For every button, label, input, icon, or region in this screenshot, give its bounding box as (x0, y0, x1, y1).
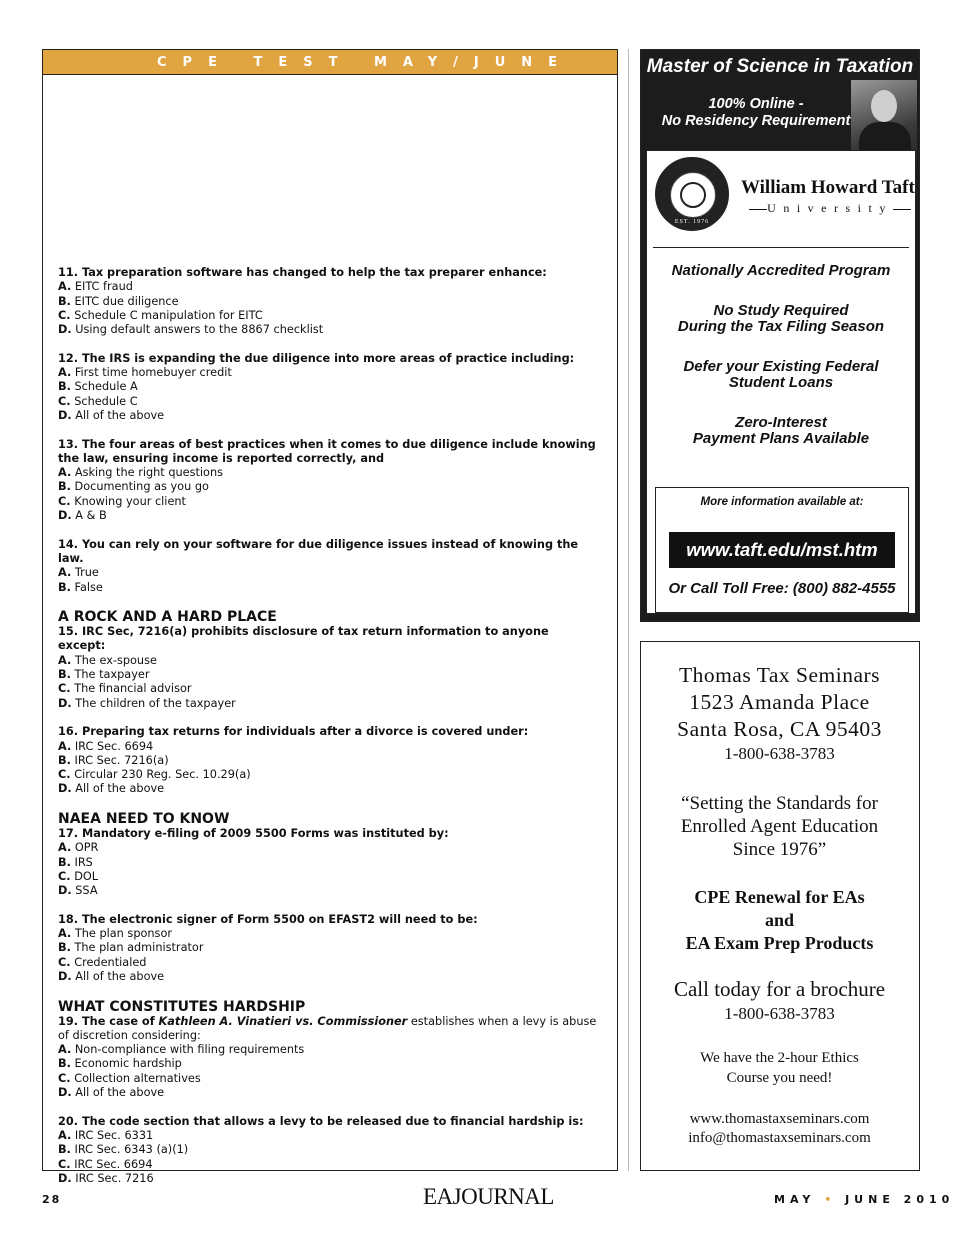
option-text: Economic hardship (74, 1057, 182, 1071)
test-header: CPE TEST MAY/JUNE (43, 50, 617, 75)
cpe-test-panel (42, 49, 618, 1185)
option-text: Collection alternatives (74, 1071, 201, 1085)
ethics-course-note: We have the 2-hour Ethics Course you need! (700, 1050, 859, 1086)
question-options (58, 1129, 598, 1186)
option-letter: C. (58, 394, 71, 408)
answer-option (58, 495, 598, 509)
answer-option (58, 480, 598, 494)
option-text: IRC Sec. 7216(a) (74, 753, 169, 767)
option-letter: C. (58, 955, 71, 969)
questions-list (58, 266, 598, 1200)
option-text: The children of the taxpayer (75, 696, 236, 710)
answer-option (58, 682, 598, 696)
question-number: 20. (58, 1114, 79, 1128)
divider-rule (653, 247, 909, 248)
option-text: IRC Sec. 6331 (74, 1128, 154, 1142)
university-word: University (741, 201, 919, 216)
ad-tagline (641, 96, 871, 130)
option-letter: B. (58, 480, 71, 494)
bullet-separator: • (824, 1193, 837, 1206)
question-number: 13. (58, 437, 79, 451)
option-text: All of the above (75, 782, 165, 796)
option-letter: B. (58, 1143, 71, 1157)
question-options (58, 740, 598, 797)
answer-option (58, 466, 598, 480)
toll-free-phone: Or Call Toll Free: (800) 882-4555 (668, 580, 896, 597)
option-letter: D. (58, 408, 72, 422)
section-heading-rock: A ROCK AND A HARD PLACE (58, 609, 277, 626)
question (58, 913, 598, 984)
question-text: You can rely on your software for due diligence issues instead of knowing the law. (58, 537, 579, 565)
question-19 (58, 1015, 598, 1101)
question-options (58, 280, 598, 337)
option-text: IRC Sec. 6694 (74, 739, 154, 753)
option-letter: D. (58, 969, 72, 983)
option-text: Asking the right questions (74, 466, 224, 480)
question-options (58, 841, 598, 898)
option-letter: C. (58, 1157, 71, 1171)
more-info-label: More information available at: (700, 496, 864, 508)
option-text: IRC Sec. 6343 (a)(1) (74, 1143, 189, 1157)
answer-option (58, 1143, 598, 1157)
option-letter: B. (58, 1057, 71, 1071)
question-options (58, 654, 598, 711)
answer-option (58, 581, 598, 595)
question-text: Preparing tax returns for individuals after a divorce is covered under: (81, 725, 529, 739)
option-letter: B. (58, 668, 71, 682)
point-defer-loans: Defer your Existing Federal Student Loans (683, 358, 879, 391)
point-accredited: Nationally Accredited Program (671, 262, 891, 279)
option-text: Schedule C manipulation for EITC (74, 308, 263, 322)
option-text: Schedule A (74, 380, 138, 394)
answer-option (58, 1158, 598, 1172)
answer-option (58, 782, 598, 796)
more-info-box (655, 487, 909, 613)
answer-option (58, 409, 598, 423)
answer-option (58, 1129, 598, 1143)
answer-option (58, 566, 598, 580)
question-options (58, 927, 598, 984)
question (58, 827, 598, 898)
taft-university-ad (640, 49, 920, 622)
answer-option (58, 1057, 598, 1071)
answer-option (58, 1072, 598, 1086)
option-text: Documenting as you go (74, 480, 209, 494)
university-logo (653, 157, 915, 237)
answer-option (58, 654, 598, 668)
section-heading-hardship: WHAT CONSTITUTES HARDSHIP (58, 998, 306, 1015)
question-number: 17. (58, 826, 79, 840)
tagline-line-2: No Residency Requirement (661, 113, 851, 129)
option-text: A & B (75, 509, 107, 523)
taft-url-link[interactable]: www.taft.edu/mst.htm (669, 532, 895, 568)
globe-icon (680, 182, 706, 208)
option-text: All of the above (75, 1086, 165, 1100)
answer-option (58, 841, 598, 855)
ad-selling-points (647, 263, 915, 471)
option-letter: C. (58, 308, 71, 322)
ea-journal-logo: EAJOURNAL (423, 1184, 554, 1209)
answer-option (58, 295, 598, 309)
answer-option (58, 956, 598, 970)
option-letter: D. (58, 509, 72, 523)
option-text: Knowing your client (74, 494, 186, 508)
option-letter: C. (58, 494, 71, 508)
phone-number-2: 1-800-638-3783 (724, 1004, 835, 1023)
option-text: All of the above (75, 408, 165, 422)
option-letter: B. (58, 294, 71, 308)
answer-option (58, 856, 598, 870)
option-text: EITC due diligence (74, 294, 179, 308)
question-20 (58, 1115, 598, 1186)
question-group-due-diligence (58, 266, 598, 595)
email-link[interactable]: info@thomastaxseminars.com (688, 1130, 871, 1146)
case-name: Kathleen A. Vinatieri vs. Commissioner (158, 1014, 408, 1028)
option-letter: A. (58, 280, 72, 294)
question-number: 14. (58, 537, 79, 551)
question-options (58, 566, 598, 595)
option-text: IRC Sec. 7216 (75, 1171, 154, 1185)
option-letter: A. (58, 653, 72, 667)
street-address: 1523 Amanda Place (689, 690, 870, 714)
option-letter: C. (58, 869, 71, 883)
question-text: The IRS is expanding the due diligence into more areas of practice including: (81, 351, 575, 365)
option-text: Circular 230 Reg. Sec. 10.29(a) (74, 768, 251, 782)
answer-option (58, 884, 598, 898)
option-letter: A. (58, 466, 72, 480)
option-text: Schedule C (74, 394, 138, 408)
answer-option (58, 768, 598, 782)
option-letter: D. (58, 696, 72, 710)
option-text: The plan sponsor (74, 927, 172, 941)
ad-info-box (646, 150, 916, 614)
question-number: 11. (58, 266, 79, 279)
option-letter: B. (58, 941, 71, 955)
answer-option (58, 740, 598, 754)
option-letter: D. (58, 323, 72, 337)
option-text: IRS (74, 855, 93, 869)
city-address: Santa Rosa, CA 95403 (677, 717, 882, 741)
option-letter: C. (58, 1071, 71, 1085)
answer-option (58, 366, 598, 380)
page-number: 28 (42, 1193, 62, 1206)
contact-links (641, 1110, 918, 1148)
question-text-pre: The case of (81, 1014, 159, 1028)
phone-number: 1-800-638-3783 (724, 744, 835, 763)
answer-option (58, 1086, 598, 1100)
option-letter: A. (58, 366, 72, 380)
answer-option (58, 1043, 598, 1057)
option-text: True (74, 566, 99, 580)
column-divider (628, 49, 629, 1171)
option-text: OPR (74, 841, 99, 855)
option-text: EITC fraud (74, 280, 133, 294)
option-text: First time homebuyer credit (74, 366, 232, 380)
answer-option (58, 509, 598, 523)
option-letter: B. (58, 855, 71, 869)
question-text: Mandatory e-filing of 2009 5500 Forms was instituted by: (81, 826, 449, 840)
question-options (58, 1043, 598, 1100)
answer-option (58, 323, 598, 337)
option-letter: D. (58, 1086, 72, 1100)
answer-option (58, 395, 598, 409)
question (58, 725, 598, 796)
seal-text: EST. 1976 (674, 219, 710, 225)
option-text: SSA (75, 884, 98, 898)
option-text: All of the above (75, 969, 165, 983)
university-seal-icon (655, 157, 729, 231)
option-letter: D. (58, 782, 72, 796)
option-text: False (74, 580, 103, 594)
products-list: CPE Renewal for EAs and EA Exam Prep Products (685, 887, 874, 953)
answer-option (58, 668, 598, 682)
option-letter: C. (58, 768, 71, 782)
call-to-action: Call today for a brochure (673, 977, 886, 1001)
question-group-rock (58, 625, 598, 797)
question-text: The four areas of best practices when it comes to due diligence include knowing the law, ensuring income is reported correctly, and (58, 437, 596, 465)
question (58, 538, 598, 595)
question-options (58, 366, 598, 423)
issue-date: MAY • JUNE 2010 (774, 1193, 955, 1206)
question-text: The code section that allows a levy to be released due to financial hardship is: (81, 1114, 584, 1128)
question-text: Tax preparation software has changed to help the tax preparer enhance: (81, 266, 547, 279)
university-name: William Howard Taft (741, 177, 915, 198)
question-options (58, 466, 598, 523)
answer-option (58, 309, 598, 323)
section-heading-naea: NAEA NEED TO KNOW (58, 810, 230, 827)
question (58, 266, 598, 337)
ad-title: Master of Science in Taxation (646, 56, 914, 77)
option-text: The taxpayer (74, 668, 150, 682)
question-text-post: establishes when a levy is abuse of discretion considering: (58, 1014, 597, 1042)
option-letter: B. (58, 753, 71, 767)
answer-option (58, 941, 598, 955)
answer-option (58, 754, 598, 768)
answer-option (58, 927, 598, 941)
thomas-tax-seminars-ad (640, 641, 920, 1171)
answer-option (58, 380, 598, 394)
option-letter: A. (58, 1043, 72, 1057)
point-no-study: No Study Required During the Tax Filing Season (677, 302, 885, 335)
slogan-quote: “Setting the Standards for Enrolled Agent Education Since 1976” (680, 793, 879, 860)
option-text: DOL (74, 869, 99, 883)
point-zero-interest: Zero-Interest Payment Plans Available (692, 414, 870, 447)
answer-option (58, 970, 598, 984)
website-link[interactable]: www.thomastaxseminars.com (689, 1111, 870, 1127)
option-text: Non-compliance with filing requirements (74, 1043, 305, 1057)
question-number: 16. (58, 725, 79, 739)
company-name: Thomas Tax Seminars (678, 663, 881, 687)
question-text: The electronic signer of Form 5500 on EFAST2 will need to be: (81, 912, 478, 926)
answer-option (58, 870, 598, 884)
option-letter: C. (58, 682, 71, 696)
question (58, 438, 598, 524)
option-text: The ex-spouse (74, 653, 157, 667)
option-letter: B. (58, 380, 71, 394)
question (58, 625, 598, 711)
option-letter: A. (58, 841, 72, 855)
option-letter: D. (58, 884, 72, 898)
company-address (641, 662, 918, 743)
question-number: 15. (58, 625, 79, 639)
option-text: IRC Sec. 6694 (74, 1157, 153, 1171)
question-group-naea (58, 827, 598, 984)
question-number: 18. (58, 912, 79, 926)
option-text: Using default answers to the 8867 checklist (75, 323, 324, 337)
option-letter: D. (58, 1171, 72, 1185)
question (58, 352, 598, 423)
option-text: The plan administrator (74, 941, 204, 955)
tagline-line-1: 100% Online - (708, 96, 804, 112)
question-number: 19. (58, 1014, 79, 1028)
answer-option (58, 697, 598, 711)
option-letter: B. (58, 580, 71, 594)
option-letter: A. (58, 927, 72, 941)
option-text: Credentialed (74, 955, 147, 969)
question-number: 12. (58, 351, 79, 365)
question-text: IRC Sec, 7216(a) prohibits disclosure of tax return information to anyone except: (58, 625, 549, 653)
option-letter: A. (58, 739, 72, 753)
option-text: The financial advisor (74, 682, 192, 696)
option-letter: A. (58, 566, 72, 580)
option-letter: A. (58, 1128, 72, 1142)
answer-option (58, 280, 598, 294)
